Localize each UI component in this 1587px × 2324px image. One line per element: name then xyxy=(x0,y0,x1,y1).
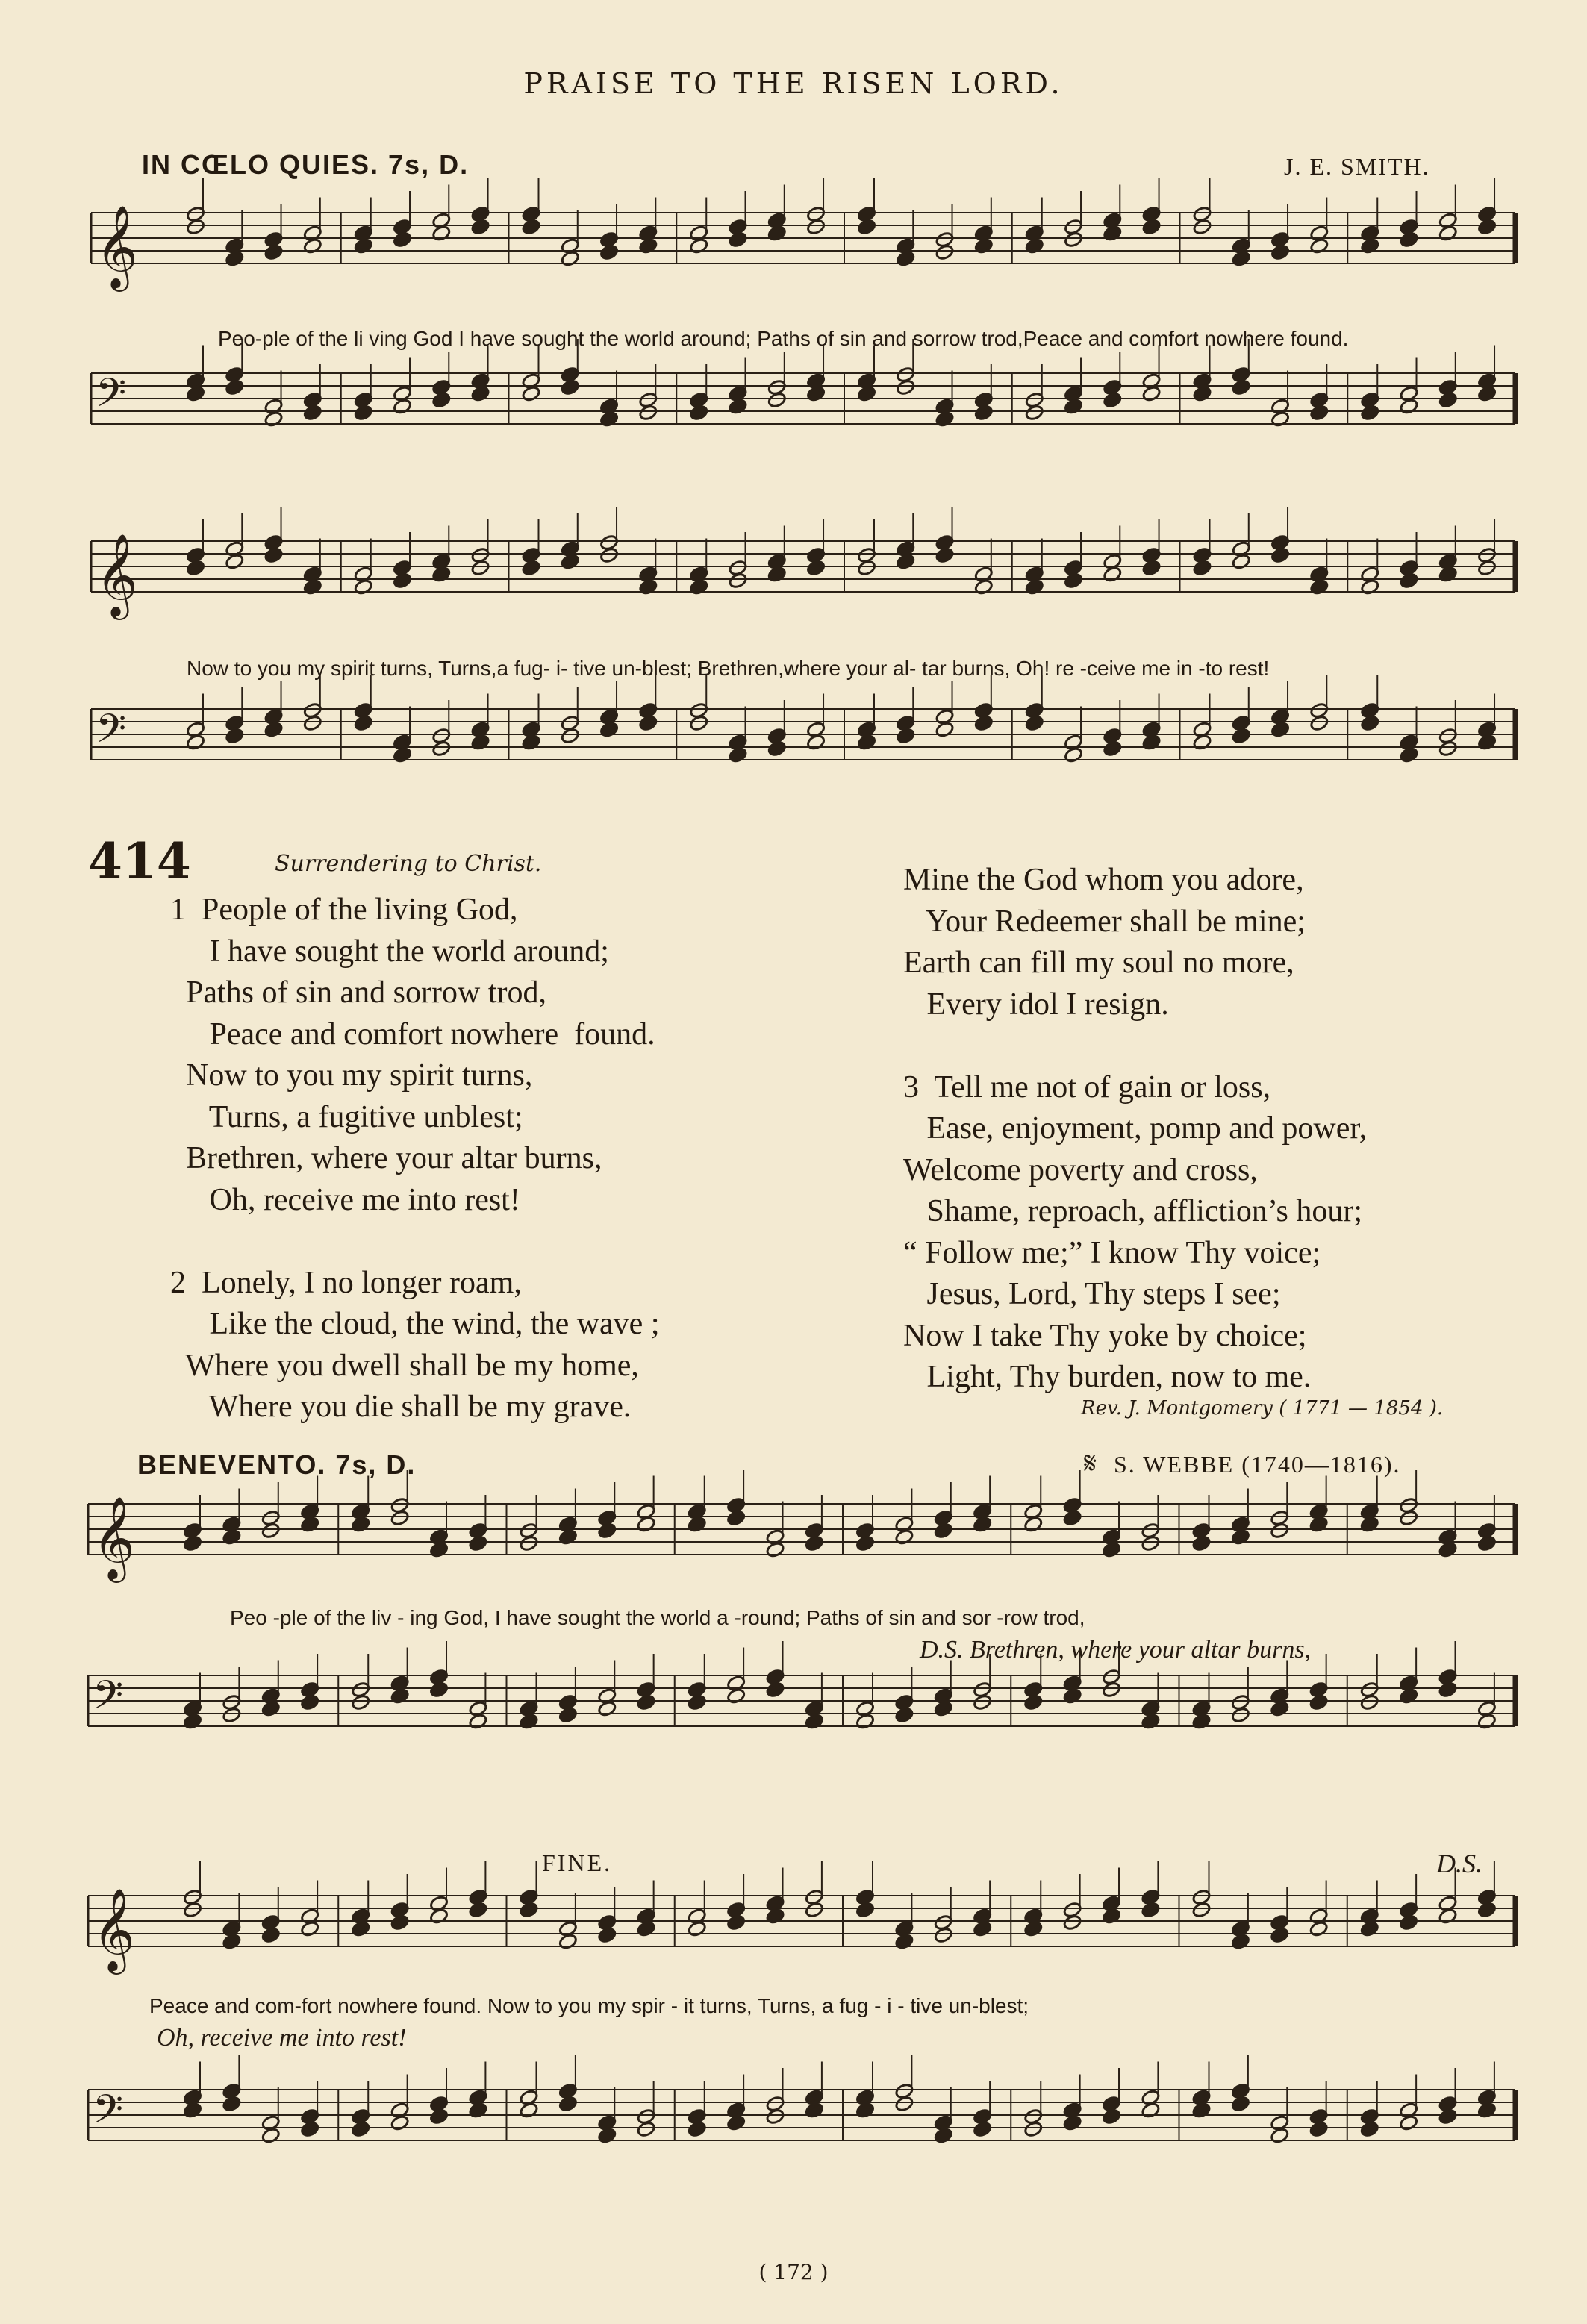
note-head xyxy=(183,1902,202,1919)
note-head xyxy=(225,553,244,570)
note-head xyxy=(225,728,244,745)
lyrics-in-coelo-quies-line-1: Peo-ple of the li ving God I have sought the world around; Paths of sin and sorrow trod,Peace and comfort nowhere found. xyxy=(218,327,1349,350)
note-head xyxy=(1309,237,1329,254)
note-head xyxy=(1025,715,1044,732)
fine-label: FINE. xyxy=(542,1849,613,1876)
note-head xyxy=(894,1528,914,1546)
note-head xyxy=(1309,715,1329,732)
note-head xyxy=(1192,219,1212,236)
note-head xyxy=(805,1902,824,1919)
note-head xyxy=(1399,2114,1418,2131)
note-head xyxy=(1360,404,1379,422)
note-head xyxy=(1025,578,1044,596)
note-head xyxy=(558,1528,578,1546)
note-head xyxy=(688,1516,707,1533)
note-head xyxy=(1064,746,1083,763)
note-head xyxy=(935,547,954,564)
note-head xyxy=(393,572,412,590)
note-head xyxy=(1360,237,1379,254)
note-head xyxy=(806,560,826,577)
note-head xyxy=(1064,572,1083,590)
note-head xyxy=(429,1908,449,1925)
note-head xyxy=(351,2121,370,2138)
note-head xyxy=(519,1902,538,1919)
note-head xyxy=(1399,1510,1418,1527)
staff-treble-system-1 xyxy=(91,178,1515,292)
note-head xyxy=(1270,1927,1289,1944)
composer-s-webbe: S. WEBBE (1740—1816). xyxy=(1114,1451,1401,1478)
note-head xyxy=(1023,1694,1043,1711)
tune-name-in-coelo-quies: IN CŒLO QUIES. 7s, D. xyxy=(142,149,470,180)
note-head xyxy=(689,715,708,732)
note-head xyxy=(521,385,540,402)
staff-treble-system-3 xyxy=(88,1470,1515,1583)
note-head xyxy=(1270,1522,1289,1540)
note-head xyxy=(1477,1713,1497,1730)
note-head xyxy=(468,1713,487,1730)
staff-bass-system-1 xyxy=(91,339,1515,428)
note-head xyxy=(393,398,412,415)
note-head xyxy=(1360,578,1379,596)
bass-clef-icon: 𝄢 xyxy=(96,706,127,762)
note-head xyxy=(974,578,994,596)
hymn-subtitle: Surrendering to Christ. xyxy=(275,851,542,877)
note-head xyxy=(354,578,373,596)
note-head xyxy=(1270,244,1290,261)
note-head xyxy=(300,1920,319,1937)
note-head xyxy=(1231,1528,1250,1546)
note-head xyxy=(637,1694,656,1711)
note-head xyxy=(1141,385,1161,402)
note-head xyxy=(264,547,283,564)
note-head xyxy=(186,219,205,236)
tune-name-benevento: BENEVENTO. 7s, D. xyxy=(137,1449,417,1480)
note-head xyxy=(935,410,954,428)
note-head xyxy=(558,1933,578,1950)
note-head xyxy=(1232,728,1251,745)
note-head xyxy=(390,2114,409,2131)
note-head xyxy=(728,398,747,415)
note-head xyxy=(896,553,915,570)
note-head xyxy=(935,721,954,738)
note-head xyxy=(973,1516,992,1533)
note-head xyxy=(1231,1707,1250,1724)
note-head xyxy=(390,1687,409,1705)
lyrics-in-coelo-quies-line-2: Now to you my spirit turns, Turns,a fug- i- tive un-blest; Brethren,where your al- tar burns, Oh! re -ceive me in -to rest! xyxy=(187,657,1270,680)
note-head xyxy=(805,2102,824,2119)
note-head xyxy=(765,1541,785,1558)
note-head xyxy=(1023,1920,1043,1937)
note-head xyxy=(894,2096,914,2113)
note-head xyxy=(1399,1687,1418,1705)
note-head xyxy=(468,2102,487,2119)
note-head xyxy=(390,1510,409,1527)
note-head xyxy=(264,244,283,261)
bass-clef-icon: 𝄢 xyxy=(96,370,127,426)
note-head xyxy=(597,1927,617,1944)
note-head xyxy=(1438,392,1458,409)
note-head xyxy=(1270,547,1290,564)
note-head xyxy=(1141,1535,1160,1552)
note-head xyxy=(1141,219,1161,236)
verses-left-column: 1 People of the living God, I have sought the world around; Paths of sin and sorrow trod, Peace and comfort nowhere found. Now to you my spirit turns, Turns, a fugitive unblest; Brethren, where your altar burns, Oh, receive me into rest! 2 Lonely, I no longer roam, Like the cloud, the wind, the wave ; Where you dwell shall be my home, Where you die shall be my grave. xyxy=(170,893,660,1424)
note-head xyxy=(183,2102,202,2119)
note-head xyxy=(222,1528,241,1546)
note-head xyxy=(521,734,540,751)
note-head xyxy=(429,1541,449,1558)
note-head xyxy=(261,1927,281,1944)
score-in-coelo-quies xyxy=(0,0,1587,828)
note-head xyxy=(521,560,540,577)
note-head xyxy=(561,553,580,570)
note-head xyxy=(689,237,708,254)
note-head xyxy=(597,1522,617,1540)
note-head xyxy=(519,2102,538,2119)
note-head xyxy=(519,1535,538,1552)
note-head xyxy=(726,1687,746,1705)
note-head xyxy=(468,1902,487,1919)
note-head xyxy=(468,1535,487,1552)
note-head xyxy=(393,231,412,249)
note-head xyxy=(1103,392,1122,409)
note-head xyxy=(1062,1510,1082,1527)
note-head xyxy=(638,715,658,732)
note-head xyxy=(934,1927,953,1944)
note-head xyxy=(351,1920,370,1937)
lyrics-benevento-line-1: Peo -ple of the liv - ing God, I have sought the world a -round; Paths of sin and sor -row trod, xyxy=(230,1606,1085,1629)
note-head xyxy=(1191,1535,1211,1552)
note-head xyxy=(599,244,619,261)
note-head xyxy=(765,1908,785,1925)
note-head xyxy=(1477,734,1497,751)
note-head xyxy=(1192,734,1212,751)
note-head xyxy=(638,404,658,422)
note-head xyxy=(974,404,994,422)
note-head xyxy=(431,392,451,409)
note-head xyxy=(1062,2114,1082,2131)
note-head xyxy=(934,1700,953,1717)
score-benevento xyxy=(0,1470,1587,2239)
note-head xyxy=(1062,1914,1082,1931)
page-number: ( 172 ) xyxy=(758,2260,829,2284)
note-head xyxy=(354,404,373,422)
note-head xyxy=(1477,385,1497,402)
note-head xyxy=(896,728,915,745)
note-head xyxy=(1309,404,1329,422)
note-head xyxy=(767,225,787,242)
note-head xyxy=(637,2121,656,2138)
note-head xyxy=(470,219,490,236)
note-head xyxy=(805,1535,824,1552)
note-head xyxy=(1103,740,1122,758)
note-head xyxy=(222,1707,241,1724)
hymn-attribution: Rev. J. Montgomery ( 1771 — 1854 ). xyxy=(1081,1397,1444,1419)
note-head xyxy=(351,1694,370,1711)
note-head xyxy=(1399,231,1418,249)
note-head xyxy=(261,2127,281,2144)
composer-j-e-smith: J. E. SMITH. xyxy=(1284,153,1430,180)
note-head xyxy=(1102,1541,1121,1558)
note-head xyxy=(1141,560,1161,577)
note-head xyxy=(558,2096,578,2113)
note-head xyxy=(806,219,826,236)
note-head xyxy=(186,385,205,402)
note-head xyxy=(973,1920,992,1937)
note-head xyxy=(1102,1681,1121,1699)
note-head xyxy=(1360,1516,1379,1533)
note-head xyxy=(1191,2102,1211,2119)
note-head xyxy=(1399,398,1418,415)
note-head xyxy=(1477,1902,1497,1919)
note-head xyxy=(354,715,373,732)
note-head xyxy=(806,734,826,751)
note-head xyxy=(1103,566,1122,583)
note-head xyxy=(470,385,490,402)
note-head xyxy=(599,410,619,428)
note-head xyxy=(688,1920,707,1937)
note-head xyxy=(1438,1681,1457,1699)
note-head xyxy=(894,1933,914,1950)
note-head xyxy=(973,2121,992,2138)
note-head xyxy=(225,250,244,267)
note-head xyxy=(973,1694,992,1711)
note-head xyxy=(1191,1902,1211,1919)
note-head xyxy=(597,2127,617,2144)
note-head xyxy=(638,578,658,596)
note-head xyxy=(1360,1920,1379,1937)
note-head xyxy=(728,572,747,590)
note-head xyxy=(1232,250,1251,267)
note-head xyxy=(855,1902,875,1919)
note-head xyxy=(431,225,451,242)
note-head xyxy=(561,250,580,267)
note-head xyxy=(1192,560,1212,577)
note-head xyxy=(1102,2108,1121,2125)
note-head xyxy=(857,219,876,236)
note-head xyxy=(303,237,322,254)
note-head xyxy=(261,1700,281,1717)
note-head xyxy=(1309,1694,1329,1711)
ds-label: D.S. xyxy=(1436,1849,1482,1878)
note-head xyxy=(300,2121,319,2138)
note-head xyxy=(1270,1700,1289,1717)
lyrics-benevento-line-3: Oh, receive me into rest! xyxy=(157,2024,407,2052)
note-head xyxy=(351,1516,370,1533)
note-head xyxy=(935,244,954,261)
note-head xyxy=(855,1535,875,1552)
note-head xyxy=(765,2108,785,2125)
note-head xyxy=(805,1713,824,1730)
note-head xyxy=(264,721,283,738)
note-head xyxy=(1477,2102,1497,2119)
note-head xyxy=(1062,1687,1082,1705)
note-head xyxy=(638,237,658,254)
note-head xyxy=(300,1694,319,1711)
note-head xyxy=(1231,1933,1250,1950)
note-head xyxy=(303,404,322,422)
treble-clef-icon: 𝄞 xyxy=(96,204,138,289)
note-head xyxy=(1360,1694,1379,1711)
note-head xyxy=(429,1681,449,1699)
note-head xyxy=(222,1933,241,1950)
note-head xyxy=(1103,225,1122,242)
note-head xyxy=(726,2114,746,2131)
note-head xyxy=(688,2121,707,2138)
note-head xyxy=(1141,1713,1160,1730)
note-head xyxy=(264,410,283,428)
verses-right-column: Mine the God whom you adore, Your Redeemer shall be mine; Earth can fill my soul no more, Every idol I resign. 3 Tell me not of gain or loss, Ease, enjoyment, pomp and power, Welcome poverty and cross, Shame, reproach, affliction’s hour; “ Follow me;” I know Thy voice; Jesus, Lord, Thy steps I see; Now I take Thy yoke by choice; Light, Thy burden, now to me. xyxy=(903,863,1368,1394)
note-head xyxy=(1477,219,1497,236)
note-head xyxy=(855,2102,875,2119)
note-head xyxy=(726,1510,746,1527)
note-head xyxy=(806,385,826,402)
note-head xyxy=(857,734,876,751)
note-head xyxy=(1232,379,1251,396)
note-head xyxy=(393,746,412,763)
note-head xyxy=(1025,237,1044,254)
note-head xyxy=(1438,2108,1457,2125)
note-head xyxy=(1477,560,1497,577)
note-head xyxy=(1309,578,1329,596)
note-head xyxy=(1141,734,1161,751)
note-head xyxy=(1023,1516,1043,1533)
note-head xyxy=(261,1522,281,1540)
note-head xyxy=(183,1713,202,1730)
note-head xyxy=(431,566,451,583)
note-head xyxy=(1141,2102,1160,2119)
note-head xyxy=(1477,1535,1497,1552)
note-head xyxy=(222,2096,241,2113)
note-head xyxy=(689,578,708,596)
note-head xyxy=(1438,740,1458,758)
note-head xyxy=(599,547,619,564)
note-head xyxy=(1064,398,1083,415)
note-head xyxy=(934,2127,953,2144)
note-head xyxy=(390,1914,409,1931)
note-head xyxy=(728,231,747,249)
note-head xyxy=(1192,385,1212,402)
note-head xyxy=(767,392,787,409)
note-head xyxy=(1270,721,1290,738)
note-head xyxy=(857,560,876,577)
note-head xyxy=(767,566,787,583)
note-head xyxy=(1399,572,1418,590)
note-head xyxy=(1064,231,1083,249)
note-head xyxy=(186,560,205,577)
note-head xyxy=(1102,1908,1121,1925)
treble-clef-icon: 𝄞 xyxy=(93,1887,135,1972)
note-head xyxy=(470,560,490,577)
note-head xyxy=(1360,715,1379,732)
note-head xyxy=(186,734,205,751)
note-head xyxy=(1438,1541,1457,1558)
note-head xyxy=(303,578,322,596)
note-head xyxy=(1023,2121,1043,2138)
note-head xyxy=(1231,2096,1250,2113)
note-head xyxy=(300,1516,319,1533)
staff-bass-system-2 xyxy=(91,675,1515,763)
treble-clef-icon: 𝄞 xyxy=(96,533,138,617)
note-head xyxy=(1270,2127,1289,2144)
note-head xyxy=(1270,410,1290,428)
note-head xyxy=(1309,1516,1329,1533)
note-head xyxy=(519,1713,538,1730)
note-head xyxy=(1360,2121,1379,2138)
hymn-number: 414 xyxy=(88,832,191,890)
note-head xyxy=(689,404,708,422)
note-head xyxy=(857,385,876,402)
note-head xyxy=(561,728,580,745)
note-head xyxy=(974,715,994,732)
note-head xyxy=(726,1914,746,1931)
segno-icon: 𝄋 xyxy=(1084,1446,1097,1481)
note-head xyxy=(767,740,787,758)
note-head xyxy=(637,1920,656,1937)
note-head xyxy=(225,379,244,396)
note-head xyxy=(1309,2121,1329,2138)
note-head xyxy=(896,379,915,396)
note-head xyxy=(1025,404,1044,422)
bass-clef-icon: 𝄢 xyxy=(93,1672,124,1728)
note-head xyxy=(765,1681,785,1699)
note-head xyxy=(1309,1920,1329,1937)
note-head xyxy=(1232,553,1251,570)
note-head xyxy=(183,1535,202,1552)
note-head xyxy=(1438,1908,1457,1925)
page-title: PRAISE TO THE RISEN LORD. xyxy=(523,67,1064,100)
note-head xyxy=(521,219,540,236)
note-head xyxy=(1399,746,1418,763)
note-head xyxy=(303,715,322,732)
note-head xyxy=(354,237,373,254)
staff-bass-system-4 xyxy=(88,2055,1515,2144)
note-head xyxy=(637,1516,656,1533)
note-head xyxy=(558,1707,578,1724)
note-head xyxy=(934,1522,953,1540)
note-head xyxy=(728,746,747,763)
note-head xyxy=(1191,1713,1211,1730)
note-head xyxy=(597,1700,617,1717)
treble-clef-icon: 𝄞 xyxy=(93,1496,135,1580)
note-head xyxy=(561,379,580,396)
note-head xyxy=(429,2108,449,2125)
note-head xyxy=(1438,225,1458,242)
note-head xyxy=(894,1707,914,1724)
note-head xyxy=(688,1694,707,1711)
note-head xyxy=(1141,1902,1160,1919)
note-head xyxy=(599,721,619,738)
lyrics-benevento-ds-line: D.S. Brethren, where your altar burns, xyxy=(920,1636,1312,1664)
note-head xyxy=(1438,566,1458,583)
lyrics-benevento-line-2: Peace and com-fort nowhere found. Now to you my spir - it turns, Turns, a fug - i - tive un-blest; xyxy=(149,1994,1029,2017)
staff-treble-system-4 xyxy=(88,1861,1515,1975)
note-head xyxy=(855,1713,875,1730)
staff-treble-system-2 xyxy=(91,507,1515,620)
note-head xyxy=(470,734,490,751)
note-head xyxy=(431,740,451,758)
bass-clef-icon: 𝄢 xyxy=(93,2087,124,2143)
note-head xyxy=(974,237,994,254)
note-head xyxy=(1399,1914,1418,1931)
note-head xyxy=(896,250,915,267)
